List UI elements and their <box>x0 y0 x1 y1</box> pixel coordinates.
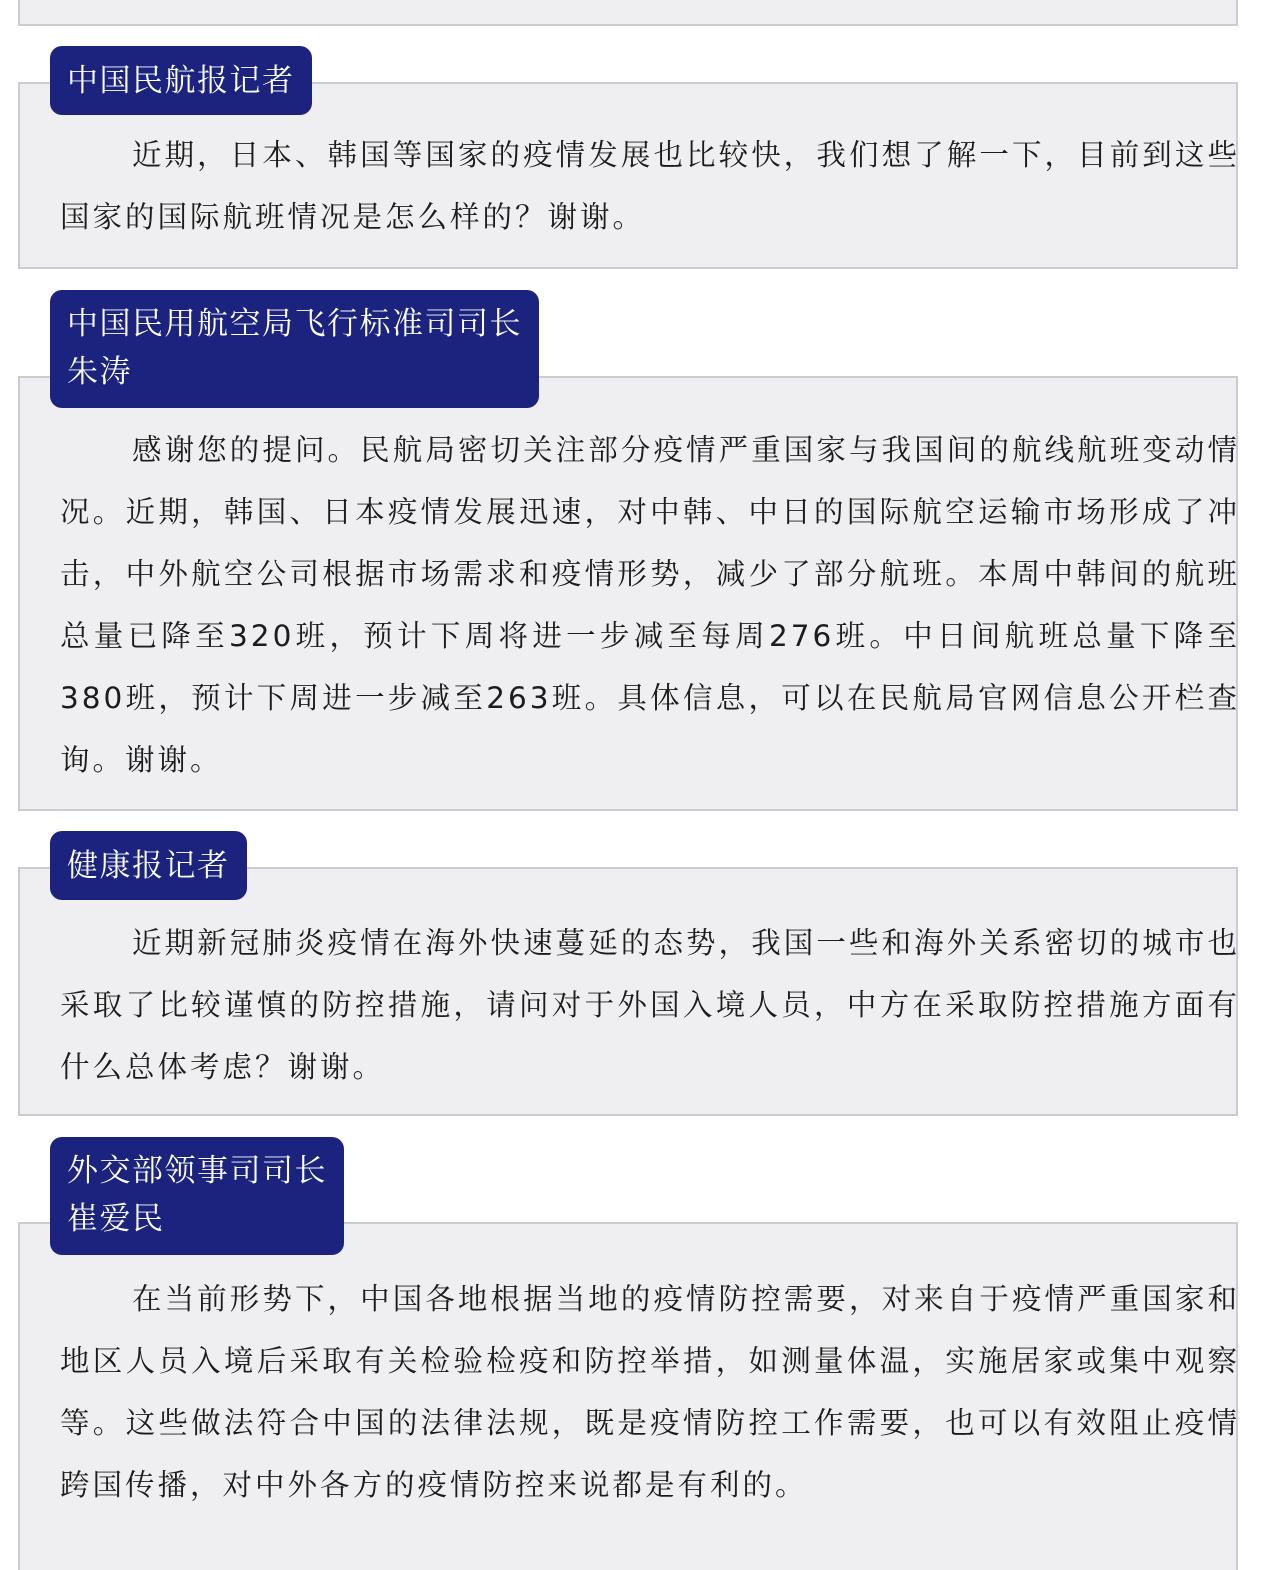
speaker-name: 健康报记者 <box>67 848 230 884</box>
speaker-name: 崔爱民 <box>67 1201 165 1237</box>
speaker-name: 朱涛 <box>67 354 132 390</box>
qa-card <box>18 1222 1238 1570</box>
qa-card <box>18 867 1238 1116</box>
speaker-title: 外交部领事司司长 <box>67 1153 327 1189</box>
speaker-label <box>50 46 312 115</box>
qa-card <box>18 376 1238 811</box>
speaker-label <box>50 831 247 900</box>
speaker-name: 中国民航报记者 <box>67 63 295 99</box>
speaker-title: 中国民用航空局飞行标准司司长 <box>67 306 522 342</box>
previous-card-edge <box>18 0 1238 26</box>
question-text: 近期，日本、韩国等国家的疫情发展也比较快，我们想了解一下，目前到这些国家的国际航班情况是怎么样的？谢谢。 <box>60 138 1240 234</box>
answer-text: 在当前形势下，中国各地根据当地的疫情防控需要，对来自于疫情严重国家和地区人员入境后采取有关检验检疫和防控举措，如测量体温，实施居家或集中观察等。这些做法符合中国的法律法规，既是疫情防控工作需要，也可以有效阻止疫情跨国传播，对中外各方的疫情防控来说都是有利的。 <box>60 1282 1240 1502</box>
speaker-label <box>50 1137 344 1255</box>
question-text: 近期新冠肺炎疫情在海外快速蔓延的态势，我国一些和海外关系密切的城市也采取了比较谨慎的防控措施，请问对于外国入境人员，中方在采取防控措施方面有什么总体考虑？谢谢。 <box>60 926 1240 1084</box>
answer-text: 感谢您的提问。民航局密切关注部分疫情严重国家与我国间的航线航班变动情况。近期，韩国、日本疫情发展迅速，对中韩、中日的国际航空运输市场形成了冲击，中外航空公司根据市场需求和疫情形势，减少了部分航班。本周中韩间的航班总量已降至320班，预计下周将进一步减至每周276班。中日间航班总量下降至380班，预计下周进一步减至263班。具体信息，可以在民航局官网信息公开栏查询。谢谢。 <box>60 433 1240 777</box>
speaker-label <box>50 290 539 408</box>
